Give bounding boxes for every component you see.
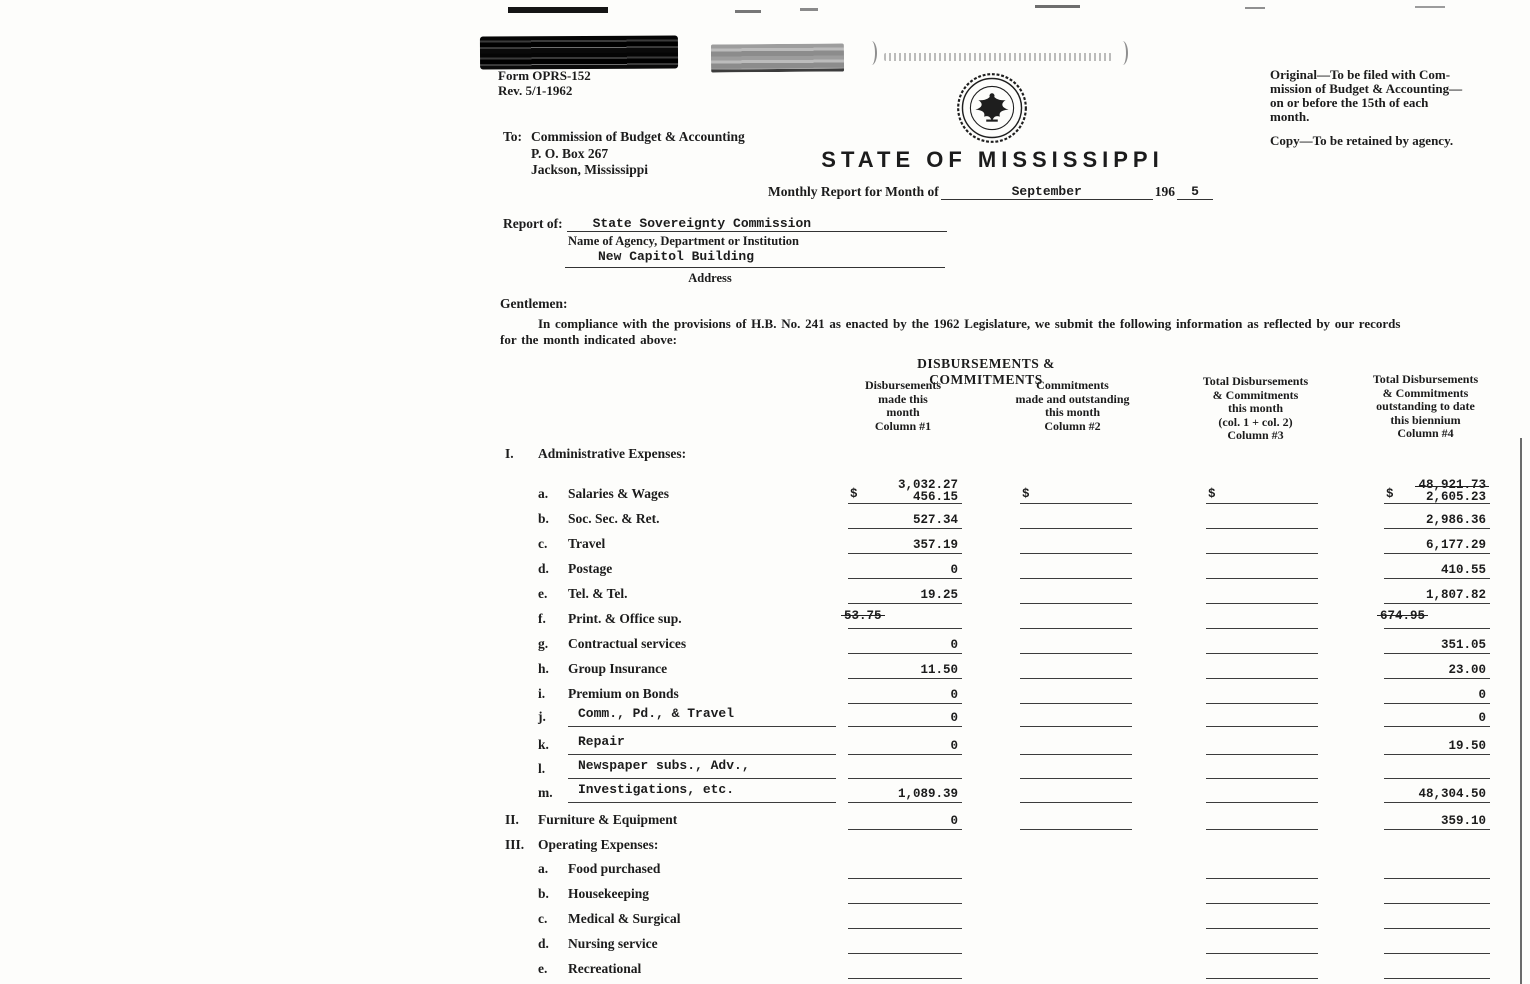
row-letter: b.	[538, 886, 549, 901]
col4-value-line	[1384, 532, 1490, 554]
month-line	[768, 183, 1215, 200]
col1-value: 0	[950, 814, 958, 828]
stacked-values	[898, 480, 958, 503]
row-label: Operating Expenses:	[538, 837, 659, 852]
address-caption: Address	[688, 271, 732, 285]
mississippi-state-seal-icon	[956, 72, 1028, 144]
row-letter: i.	[538, 686, 546, 701]
col2-value-line	[1020, 781, 1132, 803]
original-note-line: on or before the 15th of each	[1270, 95, 1429, 110]
expense-row-travel	[500, 530, 1492, 556]
col4-value-line	[1384, 781, 1490, 803]
col1-value-line	[848, 757, 962, 779]
row-label: Print. & Office sup.	[568, 611, 682, 626]
col1-value-line	[848, 657, 962, 679]
col1-value-line	[848, 557, 962, 579]
expense-row-printing	[500, 605, 1492, 631]
row-label: Furniture & Equipment	[538, 812, 678, 827]
month-label: Monthly Report for Month of	[768, 184, 939, 199]
original-note-line: Original—To be filed with Com-	[1270, 67, 1451, 82]
col1-value-line	[848, 957, 962, 979]
col4-value-line	[1380, 607, 1490, 629]
agency-caption: Name of Agency, Department or Institution	[568, 234, 799, 248]
row-label: Administrative Expenses:	[538, 446, 687, 461]
month-field	[941, 183, 1153, 200]
salutation: Gentlemen:	[500, 296, 568, 311]
column-header-line: Total Disbursements	[1372, 372, 1479, 386]
col3-value-line	[1206, 682, 1318, 704]
addressee-line: Commission of Budget & Accounting	[531, 129, 745, 144]
col1-value: 0	[950, 563, 958, 577]
col4-value: 0	[1478, 688, 1486, 702]
column-header-line: this month	[1044, 405, 1100, 419]
column-header-line: made and outstanding	[1015, 391, 1130, 406]
addressee-block	[503, 129, 745, 179]
col2-value-line	[1020, 705, 1132, 727]
scan-artifact-curve	[868, 41, 877, 65]
col3-value-line	[1206, 907, 1318, 929]
col4-value-line	[1384, 582, 1490, 604]
expense-row-newspaper	[500, 755, 1492, 781]
row-letter: h.	[538, 661, 549, 676]
col1-value-line	[848, 857, 962, 879]
row-letter: d.	[538, 561, 549, 576]
col3-value-line	[1206, 757, 1318, 779]
column-header-1	[838, 379, 968, 433]
expense-row-contractual	[500, 630, 1492, 656]
col4-value-line	[1384, 757, 1490, 779]
col3-value-line	[1206, 705, 1318, 727]
col1-value: 0	[950, 688, 958, 702]
col4-struck-value: 48,921.73	[1418, 478, 1486, 492]
year-prefix: 196	[1154, 184, 1175, 199]
col3-value-line	[1206, 857, 1318, 879]
column-header-line: Disbursements	[864, 378, 941, 392]
section-row-furniture	[500, 806, 1492, 832]
original-note-line: month.	[1270, 109, 1310, 124]
col2-value-line	[1020, 607, 1132, 629]
report-of-line	[503, 215, 947, 232]
column-header-4	[1348, 373, 1503, 441]
col4-value: 0	[1478, 711, 1486, 725]
scan-artifact-curve	[1119, 41, 1128, 65]
column-header-line: month	[886, 405, 920, 419]
expense-row-housekeeping	[500, 880, 1492, 906]
col1-value-line	[848, 532, 962, 554]
col4-value: 1,807.82	[1425, 588, 1486, 602]
dollar-sign: $	[1386, 487, 1394, 501]
col1-value-line	[848, 632, 962, 654]
col1-value: 19.25	[920, 588, 958, 602]
row-label-typed: Repair	[568, 734, 836, 755]
col1-value: 0	[950, 711, 958, 725]
row-label: Tel. & Tel.	[568, 586, 628, 601]
address-field	[565, 247, 945, 268]
col4-value-line	[1384, 632, 1490, 654]
col1-value: 0	[950, 739, 958, 753]
col1-value-line	[848, 808, 962, 830]
dollar-sign: $	[850, 487, 858, 501]
col2-value-line	[1020, 657, 1132, 679]
report-of-label: Report of:	[503, 216, 563, 231]
scan-artifact-dots	[884, 53, 1112, 61]
col1-value: 11.50	[920, 663, 958, 677]
to-label: To:	[503, 129, 523, 144]
row-letter: k.	[538, 737, 549, 752]
col4-value: 2,986.36	[1425, 513, 1486, 527]
row-letter: a.	[538, 486, 549, 501]
row-label: Postage	[568, 561, 613, 576]
column-header-line: Column #1	[874, 418, 932, 433]
row-label: Premium on Bonds	[568, 686, 679, 701]
col4-value-line	[1384, 507, 1490, 529]
col4-value-line	[1384, 478, 1490, 504]
row-letter: b.	[538, 511, 549, 526]
col1-value-line	[848, 907, 962, 929]
col3-value-line	[1206, 507, 1318, 529]
col2-value-line	[1020, 507, 1132, 529]
scan-artifact-gray-strip	[711, 44, 844, 73]
col1-value-line	[848, 582, 962, 604]
col3-value-line	[1206, 582, 1318, 604]
expense-row-repair	[500, 731, 1492, 757]
col4-value-line	[1384, 882, 1490, 904]
col2-value-line	[1020, 482, 1132, 504]
col1-value: 3,032.27	[897, 478, 958, 492]
col4-value: 23.00	[1448, 663, 1486, 677]
col3-value-line	[1206, 482, 1318, 504]
dollar-sign: $	[1208, 487, 1216, 501]
col3-value-line	[1206, 632, 1318, 654]
col3-value-line	[1206, 733, 1318, 755]
col1-value-line	[848, 705, 962, 727]
section-row-administrative	[500, 440, 1492, 466]
addressee-lines	[531, 129, 745, 179]
copy-note: Copy—To be retained by agency.	[1270, 133, 1454, 148]
col3-value-line	[1206, 657, 1318, 679]
row-numeral: I.	[505, 446, 514, 461]
scan-artifact-dash	[800, 8, 818, 11]
col1-value-line	[848, 733, 962, 755]
row-label: Soc. Sec. & Ret.	[568, 511, 660, 526]
col1-value-line	[848, 507, 962, 529]
col3-value-line	[1206, 607, 1318, 629]
expense-row-nursing	[500, 930, 1492, 956]
column-header-line: Column #2	[1044, 418, 1101, 433]
form-revision: Rev. 5/1-1962	[498, 83, 573, 98]
col1-value-line	[848, 682, 962, 704]
column-header-line: made this	[878, 391, 928, 406]
col4-value-line	[1384, 557, 1490, 579]
scan-artifact-filmstrip	[480, 35, 678, 69]
col2-value-line	[1020, 757, 1132, 779]
agency-value: State Sovereignty Commission	[592, 216, 812, 231]
column-header-line: & Commitments	[1382, 385, 1469, 400]
col2-value-line	[1020, 733, 1132, 755]
col1-value-line	[848, 932, 962, 954]
col1-value: 1,089.39	[897, 787, 958, 801]
row-label-typed: Investigations, etc.	[568, 782, 836, 803]
col1-value: 357.19	[912, 538, 958, 552]
col3-value-line	[1206, 808, 1318, 830]
col1-struck-value: 53.75	[844, 609, 882, 623]
column-header-line: (col. 1 + col. 2)	[1218, 414, 1293, 429]
col3-value-line	[1206, 781, 1318, 803]
stacked-values	[1418, 480, 1486, 503]
row-label: Food purchased	[568, 861, 661, 876]
expense-row-comm-pd-travel	[500, 703, 1492, 729]
col1-corrected-value: 456.15	[912, 489, 958, 504]
row-letter: d.	[538, 936, 549, 951]
form-number: Form OPRS-152	[498, 68, 591, 83]
col4-value-line	[1384, 705, 1490, 727]
column-header-line: Column #4	[1397, 426, 1454, 440]
row-label: Group Insurance	[568, 661, 668, 676]
row-label: Salaries & Wages	[568, 486, 669, 501]
col3-value-line	[1206, 882, 1318, 904]
row-letter: f.	[538, 611, 546, 626]
col2-value-line	[1020, 808, 1132, 830]
row-label: Travel	[568, 536, 606, 551]
expense-row-postage	[500, 555, 1492, 581]
col2-value-line	[1020, 582, 1132, 604]
body-paragraph-line: In compliance with the provisions of H.B. No. 241 as enacted by the 1962 Legislature, we submit the following information as reflected by our records	[538, 316, 1401, 331]
expense-row-soc-sec	[500, 505, 1492, 531]
scan-artifact-dash	[1245, 7, 1265, 9]
scan-artifact-top-bar	[508, 7, 608, 13]
dollar-sign: $	[1022, 487, 1030, 501]
row-label-typed: Newspaper subs., Adv.,	[568, 758, 836, 779]
expense-row-tel	[500, 580, 1492, 606]
year-field	[1177, 183, 1213, 200]
column-header-line: Commitments	[1036, 378, 1109, 392]
row-label: Housekeeping	[568, 886, 650, 901]
row-label-typed: Comm., Pd., & Travel	[568, 706, 836, 727]
col4-value: 19.50	[1448, 739, 1486, 753]
col4-value-line	[1384, 957, 1490, 979]
expense-row-food	[500, 855, 1492, 881]
scan-artifact-edge-line	[1520, 438, 1522, 984]
col4-value-line	[1384, 932, 1490, 954]
filing-notes	[1270, 68, 1494, 148]
row-letter: e.	[538, 586, 548, 601]
row-letter: g.	[538, 636, 549, 651]
row-letter: c.	[538, 911, 548, 926]
col4-value-line	[1384, 733, 1490, 755]
col4-value: 410.55	[1440, 563, 1486, 577]
column-header-line: this month	[1227, 401, 1283, 415]
row-letter: l.	[538, 761, 546, 776]
col4-value-line	[1384, 857, 1490, 879]
col4-corrected-value: 2,605.23	[1425, 489, 1486, 504]
col4-value-line	[1384, 682, 1490, 704]
column-header-line: Total Disbursements	[1202, 374, 1309, 388]
col4-value: 6,177.29	[1425, 538, 1486, 552]
col2-value-line	[1020, 532, 1132, 554]
col2-value-line	[1020, 632, 1132, 654]
original-note-line: mission of Budget & Accounting—	[1270, 81, 1463, 96]
addressee-line: P. O. Box 267	[531, 145, 609, 161]
column-header-line: Column #3	[1227, 428, 1284, 442]
col4-value: 359.10	[1440, 814, 1486, 828]
row-label: Medical & Surgical	[568, 911, 681, 926]
col3-value-line	[1206, 557, 1318, 579]
row-numeral: II.	[505, 812, 519, 827]
year-value: 5	[1191, 184, 1199, 199]
row-numeral: III.	[505, 837, 525, 852]
column-header-line: & Commitments	[1212, 387, 1299, 402]
month-value: September	[1011, 184, 1082, 199]
col4-value-line	[1384, 808, 1490, 830]
expense-row-group-insurance	[500, 655, 1492, 681]
col1-value: 0	[950, 638, 958, 652]
scan-artifact-dash	[1035, 5, 1080, 8]
expense-row-recreational	[500, 955, 1492, 981]
expense-row-medical	[500, 905, 1492, 931]
form-number-block	[498, 68, 591, 98]
section-row-operating	[500, 831, 1492, 857]
scan-artifact-dotted-band	[868, 40, 1128, 66]
row-label: Contractual services	[568, 636, 687, 651]
row-label: Nursing service	[568, 936, 658, 951]
col1-value-line	[848, 478, 962, 504]
row-letter: j.	[538, 709, 546, 724]
expense-row-investigations	[500, 779, 1492, 805]
col1-value-line	[848, 882, 962, 904]
row-letter: c.	[538, 536, 548, 551]
column-header-2	[995, 379, 1150, 433]
col2-value-line	[1020, 557, 1132, 579]
column-header-line: this biennium	[1390, 412, 1461, 427]
col4-value-line	[1384, 657, 1490, 679]
col4-value-line	[1384, 907, 1490, 929]
row-letter: e.	[538, 961, 548, 976]
col2-value-line	[1020, 682, 1132, 704]
section-title: DISBURSEMENTS & COMMITMENTS	[917, 356, 1055, 387]
col4-value: 351.05	[1440, 638, 1486, 652]
row-letter: m.	[538, 785, 553, 800]
col3-value-line	[1206, 957, 1318, 979]
col1-value: 527.34	[912, 513, 958, 527]
col1-value-line	[848, 781, 962, 803]
col3-value-line	[1206, 532, 1318, 554]
body-paragraph-line: for the month indicated above:	[500, 332, 677, 347]
col4-struck-value: 674.95	[1380, 609, 1426, 623]
column-header-3	[1178, 375, 1333, 443]
addressee-line: Jackson, Mississippi	[531, 162, 649, 177]
page-title: STATE OF MISSISSIPPI	[821, 147, 1164, 172]
scan-artifact-dash	[735, 10, 761, 13]
col1-value-line	[844, 607, 962, 629]
col4-value: 48,304.50	[1418, 787, 1486, 801]
row-letter: a.	[538, 861, 549, 876]
expense-row-salaries	[500, 480, 1492, 506]
scan-artifact-dash	[1415, 6, 1445, 8]
agency-field	[567, 215, 947, 232]
col3-value-line	[1206, 932, 1318, 954]
address-value: New Capitol Building	[598, 249, 755, 264]
row-label: Recreational	[568, 961, 642, 976]
column-header-line: outstanding to date	[1376, 399, 1475, 413]
